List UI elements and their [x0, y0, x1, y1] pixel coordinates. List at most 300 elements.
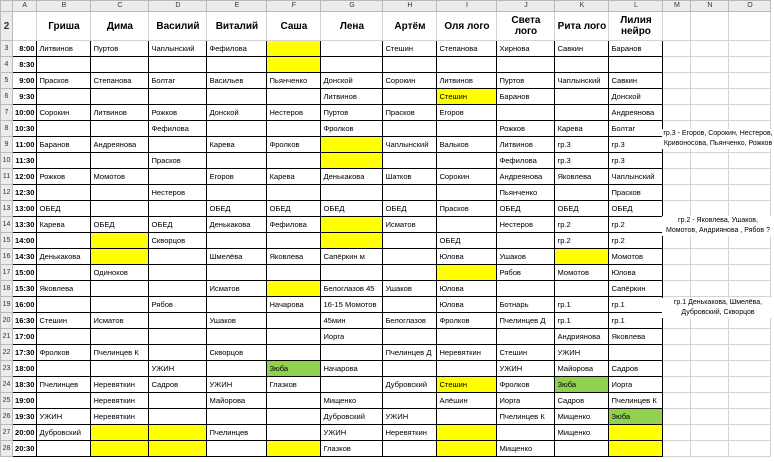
time-cell[interactable]: 18:00 — [13, 361, 37, 377]
schedule-cell[interactable]: Егоров — [437, 105, 497, 121]
schedule-cell[interactable]: Юлова — [437, 297, 497, 313]
empty-cell[interactable] — [729, 393, 771, 409]
schedule-cell[interactable]: Карева — [267, 169, 321, 185]
empty-cell[interactable] — [729, 265, 771, 281]
empty-cell[interactable] — [691, 409, 729, 425]
schedule-cell[interactable]: Шатков — [383, 169, 437, 185]
schedule-cell[interactable] — [149, 249, 207, 265]
column-header[interactable]: I — [437, 1, 497, 12]
column-header[interactable]: N — [691, 1, 729, 12]
schedule-cell[interactable]: Чаплынский — [149, 41, 207, 57]
schedule-cell[interactable]: Пуртов — [321, 105, 383, 121]
empty-cell[interactable] — [691, 377, 729, 393]
schedule-cell[interactable]: Ушаков — [383, 281, 437, 297]
schedule-cell[interactable] — [207, 409, 267, 425]
schedule-cell[interactable]: Васильев — [207, 73, 267, 89]
schedule-cell[interactable] — [555, 441, 609, 457]
schedule-cell[interactable] — [149, 201, 207, 217]
schedule-cell[interactable]: Фролков — [437, 313, 497, 329]
empty-cell[interactable] — [729, 201, 771, 217]
schedule-cell[interactable]: ОБЕД — [267, 201, 321, 217]
time-cell[interactable]: 12:30 — [13, 185, 37, 201]
time-cell[interactable]: 20:00 — [13, 425, 37, 441]
column-header[interactable]: L — [609, 1, 663, 12]
schedule-cell[interactable]: Андриянова — [555, 329, 609, 345]
schedule-cell[interactable]: гр.1 — [555, 297, 609, 313]
schedule-cell[interactable]: ОБЕД — [383, 201, 437, 217]
schedule-cell[interactable] — [267, 185, 321, 201]
row-number[interactable]: 24 — [1, 377, 13, 393]
schedule-cell[interactable]: Шмелёва — [207, 249, 267, 265]
schedule-cell[interactable]: Пьянченко — [267, 73, 321, 89]
schedule-cell[interactable] — [37, 393, 91, 409]
schedule-cell[interactable]: Донской — [609, 89, 663, 105]
empty-cell[interactable] — [691, 201, 729, 217]
schedule-cell[interactable] — [37, 121, 91, 137]
schedule-cell[interactable] — [149, 393, 207, 409]
schedule-cell[interactable]: Дубровский — [37, 425, 91, 441]
schedule-cell[interactable] — [267, 57, 321, 73]
schedule-cell[interactable]: Фролков — [497, 377, 555, 393]
row-number[interactable]: 5 — [1, 73, 13, 89]
schedule-cell[interactable]: гр.2 — [555, 217, 609, 233]
schedule-cell[interactable]: Садров — [555, 393, 609, 409]
schedule-cell[interactable] — [37, 57, 91, 73]
time-cell[interactable]: 9:30 — [13, 89, 37, 105]
schedule-cell[interactable]: Сорокин — [383, 73, 437, 89]
schedule-cell[interactable]: Сорокин — [437, 169, 497, 185]
schedule-cell[interactable]: Баранов — [609, 41, 663, 57]
schedule-cell[interactable]: Неревяткин — [91, 393, 149, 409]
schedule-cell[interactable] — [37, 89, 91, 105]
row-number[interactable]: 28 — [1, 441, 13, 457]
schedule-cell[interactable] — [555, 57, 609, 73]
schedule-cell[interactable] — [149, 281, 207, 297]
schedule-cell[interactable]: Нестеров — [497, 217, 555, 233]
schedule-cell[interactable] — [207, 329, 267, 345]
schedule-cell[interactable]: Степанова — [91, 73, 149, 89]
empty-cell[interactable] — [663, 345, 691, 361]
schedule-cell[interactable]: Рябов — [497, 265, 555, 281]
schedule-cell[interactable] — [437, 153, 497, 169]
schedule-cell[interactable] — [267, 409, 321, 425]
schedule-cell[interactable] — [267, 89, 321, 105]
schedule-cell[interactable]: Неревяткин — [91, 409, 149, 425]
empty-cell[interactable] — [691, 153, 729, 169]
time-cell[interactable]: 12:00 — [13, 169, 37, 185]
schedule-cell[interactable] — [383, 249, 437, 265]
empty-cell[interactable] — [691, 393, 729, 409]
row-number[interactable]: 7 — [1, 105, 13, 121]
schedule-cell[interactable] — [437, 329, 497, 345]
schedule-cell[interactable]: Глазков — [267, 377, 321, 393]
time-cell[interactable]: 9:00 — [13, 73, 37, 89]
schedule-cell[interactable] — [91, 297, 149, 313]
schedule-cell[interactable] — [267, 121, 321, 137]
schedule-cell[interactable]: Прасков — [609, 185, 663, 201]
schedule-cell[interactable]: УЖИН — [37, 409, 91, 425]
time-cell[interactable]: 16:30 — [13, 313, 37, 329]
schedule-cell[interactable] — [437, 57, 497, 73]
time-cell[interactable]: 17:00 — [13, 329, 37, 345]
empty-cell[interactable] — [663, 89, 691, 105]
schedule-cell[interactable]: гр.3 — [609, 153, 663, 169]
schedule-cell[interactable]: Баранов — [497, 89, 555, 105]
schedule-cell[interactable] — [267, 153, 321, 169]
empty-cell[interactable] — [663, 41, 691, 57]
schedule-cell[interactable]: Фефилова — [207, 41, 267, 57]
schedule-cell[interactable] — [207, 57, 267, 73]
schedule-cell[interactable] — [383, 441, 437, 457]
empty-cell[interactable] — [691, 265, 729, 281]
row-number[interactable]: 18 — [1, 281, 13, 297]
schedule-cell[interactable]: Егоров — [207, 169, 267, 185]
schedule-cell[interactable] — [497, 57, 555, 73]
empty-cell[interactable] — [663, 441, 691, 457]
column-header[interactable]: O — [729, 1, 771, 12]
empty-cell[interactable] — [691, 281, 729, 297]
row-number[interactable]: 20 — [1, 313, 13, 329]
schedule-cell[interactable]: Яковлева — [267, 249, 321, 265]
schedule-cell[interactable]: Яковлева — [37, 281, 91, 297]
schedule-cell[interactable]: УЖИН — [149, 361, 207, 377]
schedule-cell[interactable]: Сапёркин м — [321, 249, 383, 265]
schedule-cell[interactable]: гр.1 — [555, 313, 609, 329]
empty-cell[interactable] — [729, 153, 771, 169]
schedule-cell[interactable] — [149, 441, 207, 457]
schedule-cell[interactable]: УЖИН — [321, 425, 383, 441]
column-header[interactable]: K — [555, 1, 609, 12]
column-header[interactable]: D — [149, 1, 207, 12]
row-number[interactable]: 10 — [1, 153, 13, 169]
schedule-cell[interactable]: Нестеров — [149, 185, 207, 201]
schedule-cell[interactable]: ОБЕД — [37, 201, 91, 217]
schedule-cell[interactable]: Алёшин — [437, 393, 497, 409]
schedule-cell[interactable]: Иорга — [609, 377, 663, 393]
schedule-cell[interactable]: Андреянова — [91, 137, 149, 153]
empty-cell[interactable] — [663, 425, 691, 441]
schedule-cell[interactable]: Момотов — [609, 249, 663, 265]
schedule-cell[interactable]: Зюба — [609, 409, 663, 425]
schedule-cell[interactable]: Садров — [609, 361, 663, 377]
schedule-cell[interactable] — [609, 441, 663, 457]
schedule-cell[interactable]: Ушаков — [207, 313, 267, 329]
schedule-cell[interactable]: ОБЕД — [555, 201, 609, 217]
schedule-cell[interactable] — [497, 233, 555, 249]
schedule-cell[interactable]: Яковлева — [555, 169, 609, 185]
schedule-cell[interactable]: Чаплынский — [555, 73, 609, 89]
row-number[interactable]: 21 — [1, 329, 13, 345]
empty-cell[interactable] — [663, 409, 691, 425]
empty-cell[interactable] — [729, 345, 771, 361]
row-number[interactable]: 6 — [1, 89, 13, 105]
schedule-cell[interactable]: Дубровский — [383, 377, 437, 393]
schedule-cell[interactable] — [267, 441, 321, 457]
schedule-cell[interactable] — [609, 57, 663, 73]
schedule-cell[interactable]: Начарова — [321, 361, 383, 377]
schedule-cell[interactable]: Савкин — [555, 41, 609, 57]
empty-cell[interactable] — [729, 329, 771, 345]
empty-cell[interactable] — [663, 73, 691, 89]
schedule-cell[interactable] — [91, 249, 149, 265]
schedule-cell[interactable]: Исматов — [383, 217, 437, 233]
schedule-cell[interactable]: Савкин — [609, 73, 663, 89]
schedule-cell[interactable] — [609, 425, 663, 441]
schedule-cell[interactable] — [321, 233, 383, 249]
schedule-cell[interactable]: Денькакова — [321, 169, 383, 185]
row-number[interactable]: 22 — [1, 345, 13, 361]
schedule-cell[interactable]: Денькакова — [207, 217, 267, 233]
empty-cell[interactable] — [663, 249, 691, 265]
schedule-cell[interactable]: Фролков — [321, 121, 383, 137]
empty-cell[interactable] — [691, 185, 729, 201]
schedule-cell[interactable]: гр.3 — [555, 153, 609, 169]
empty-cell[interactable] — [729, 409, 771, 425]
schedule-cell[interactable]: гр.2 — [609, 217, 663, 233]
column-header[interactable]: C — [91, 1, 149, 12]
time-cell[interactable]: 14:30 — [13, 249, 37, 265]
schedule-cell[interactable]: Рожков — [37, 169, 91, 185]
time-cell[interactable]: 10:00 — [13, 105, 37, 121]
schedule-cell[interactable]: Пуртов — [497, 73, 555, 89]
schedule-cell[interactable]: Литвинов — [91, 105, 149, 121]
row-number[interactable]: 19 — [1, 297, 13, 313]
time-cell[interactable]: 8:30 — [13, 57, 37, 73]
schedule-cell[interactable] — [383, 329, 437, 345]
schedule-cell[interactable] — [321, 41, 383, 57]
column-header[interactable]: F — [267, 1, 321, 12]
schedule-cell[interactable]: Литвинов — [321, 89, 383, 105]
schedule-cell[interactable] — [267, 313, 321, 329]
schedule-cell[interactable] — [267, 41, 321, 57]
schedule-cell[interactable]: 16-15 Момотов — [321, 297, 383, 313]
schedule-cell[interactable] — [267, 329, 321, 345]
row-number[interactable]: 8 — [1, 121, 13, 137]
schedule-cell[interactable] — [267, 265, 321, 281]
empty-cell[interactable] — [663, 169, 691, 185]
schedule-cell[interactable]: гр.2 — [609, 233, 663, 249]
schedule-cell[interactable]: Баранов — [37, 137, 91, 153]
schedule-cell[interactable]: Глазков — [321, 441, 383, 457]
empty-cell[interactable] — [729, 425, 771, 441]
schedule-cell[interactable]: Момотов — [555, 265, 609, 281]
schedule-cell[interactable] — [321, 57, 383, 73]
empty-cell[interactable] — [691, 73, 729, 89]
schedule-cell[interactable] — [207, 89, 267, 105]
schedule-cell[interactable] — [91, 201, 149, 217]
schedule-cell[interactable]: Рожков — [149, 105, 207, 121]
schedule-cell[interactable] — [149, 329, 207, 345]
empty-cell[interactable] — [729, 73, 771, 89]
schedule-cell[interactable]: УЖИН — [555, 345, 609, 361]
schedule-cell[interactable] — [383, 297, 437, 313]
schedule-cell[interactable] — [37, 329, 91, 345]
schedule-cell[interactable]: гр.3 — [609, 137, 663, 153]
schedule-cell[interactable]: Андреянова — [609, 105, 663, 121]
row-number[interactable]: 27 — [1, 425, 13, 441]
empty-cell[interactable] — [729, 89, 771, 105]
schedule-cell[interactable] — [383, 361, 437, 377]
schedule-cell[interactable] — [91, 329, 149, 345]
schedule-cell[interactable]: Вальков — [437, 137, 497, 153]
time-cell[interactable]: 18:30 — [13, 377, 37, 393]
schedule-cell[interactable]: Сапёркин — [609, 281, 663, 297]
time-cell[interactable]: 13:30 — [13, 217, 37, 233]
schedule-cell[interactable] — [437, 185, 497, 201]
time-cell[interactable]: 11:30 — [13, 153, 37, 169]
schedule-cell[interactable] — [267, 281, 321, 297]
schedule-cell[interactable] — [555, 105, 609, 121]
schedule-cell[interactable] — [267, 345, 321, 361]
empty-cell[interactable] — [729, 185, 771, 201]
schedule-cell[interactable]: Майорова — [555, 361, 609, 377]
schedule-cell[interactable]: Яковлева — [609, 329, 663, 345]
schedule-cell[interactable] — [149, 265, 207, 281]
schedule-cell[interactable] — [383, 89, 437, 105]
schedule-cell[interactable] — [37, 297, 91, 313]
schedule-cell[interactable] — [207, 153, 267, 169]
empty-cell[interactable] — [691, 329, 729, 345]
schedule-cell[interactable]: Стешин — [497, 345, 555, 361]
schedule-cell[interactable]: Юлова — [609, 265, 663, 281]
schedule-cell[interactable] — [609, 345, 663, 361]
schedule-cell[interactable] — [383, 233, 437, 249]
schedule-cell[interactable] — [555, 185, 609, 201]
schedule-cell[interactable]: Андреянова — [497, 169, 555, 185]
schedule-cell[interactable] — [383, 153, 437, 169]
schedule-cell[interactable]: Литвинов — [437, 73, 497, 89]
empty-cell[interactable] — [729, 249, 771, 265]
empty-cell[interactable] — [691, 249, 729, 265]
row-number[interactable]: 17 — [1, 265, 13, 281]
schedule-cell[interactable] — [383, 185, 437, 201]
row-number[interactable]: 13 — [1, 201, 13, 217]
empty-cell[interactable] — [663, 185, 691, 201]
row-number[interactable]: 2 — [1, 12, 13, 41]
schedule-cell[interactable]: Прасков — [37, 73, 91, 89]
schedule-cell[interactable]: Неревяткин — [383, 425, 437, 441]
schedule-cell[interactable] — [91, 153, 149, 169]
schedule-cell[interactable] — [91, 281, 149, 297]
schedule-cell[interactable] — [91, 233, 149, 249]
schedule-cell[interactable] — [437, 425, 497, 441]
row-number[interactable]: 11 — [1, 169, 13, 185]
row-number[interactable]: 26 — [1, 409, 13, 425]
row-number[interactable]: 25 — [1, 393, 13, 409]
schedule-cell[interactable] — [37, 185, 91, 201]
schedule-cell[interactable]: Фефилова — [267, 217, 321, 233]
schedule-cell[interactable]: Литвинов — [37, 41, 91, 57]
schedule-cell[interactable]: Болтаг — [149, 73, 207, 89]
schedule-cell[interactable]: Иорга — [321, 329, 383, 345]
schedule-cell[interactable] — [437, 121, 497, 137]
column-header[interactable]: J — [497, 1, 555, 12]
empty-cell[interactable] — [663, 265, 691, 281]
schedule-cell[interactable] — [149, 409, 207, 425]
schedule-cell[interactable] — [207, 121, 267, 137]
schedule-cell[interactable] — [267, 393, 321, 409]
schedule-cell[interactable] — [321, 185, 383, 201]
schedule-cell[interactable]: Прасков — [437, 201, 497, 217]
column-header[interactable]: H — [383, 1, 437, 12]
schedule-cell[interactable]: гр.1 — [609, 297, 663, 313]
schedule-cell[interactable]: Фефилова — [149, 121, 207, 137]
schedule-cell[interactable]: Момотов — [91, 169, 149, 185]
time-cell[interactable]: 19:00 — [13, 393, 37, 409]
schedule-cell[interactable]: ОБЕД — [207, 201, 267, 217]
schedule-cell[interactable]: Карева — [555, 121, 609, 137]
schedule-cell[interactable]: Пчелинцев — [37, 377, 91, 393]
schedule-cell[interactable]: гр.1 — [609, 313, 663, 329]
empty-cell[interactable] — [663, 57, 691, 73]
time-cell[interactable]: 10:30 — [13, 121, 37, 137]
schedule-cell[interactable]: Дубровский — [321, 409, 383, 425]
schedule-cell[interactable] — [437, 441, 497, 457]
schedule-cell[interactable]: ОБЕД — [149, 217, 207, 233]
schedule-cell[interactable] — [91, 441, 149, 457]
column-header[interactable]: B — [37, 1, 91, 12]
schedule-cell[interactable]: Болтаг — [609, 121, 663, 137]
schedule-cell[interactable]: Чаплынский — [609, 169, 663, 185]
schedule-cell[interactable]: Мищенко — [321, 393, 383, 409]
schedule-cell[interactable]: 45мин — [321, 313, 383, 329]
schedule-cell[interactable] — [91, 425, 149, 441]
schedule-cell[interactable] — [383, 265, 437, 281]
schedule-cell[interactable]: Юлова — [437, 281, 497, 297]
schedule-cell[interactable]: Нестеров — [267, 105, 321, 121]
empty-cell[interactable] — [663, 153, 691, 169]
empty-cell[interactable] — [691, 361, 729, 377]
schedule-cell[interactable]: Степанова — [437, 41, 497, 57]
empty-cell[interactable] — [663, 329, 691, 345]
schedule-cell[interactable]: Начарова — [267, 297, 321, 313]
schedule-cell[interactable] — [497, 425, 555, 441]
empty-cell[interactable] — [691, 57, 729, 73]
schedule-cell[interactable]: Скворцов — [207, 345, 267, 361]
empty-cell[interactable] — [729, 105, 771, 121]
empty-cell[interactable] — [691, 441, 729, 457]
schedule-cell[interactable]: гр.3 — [555, 137, 609, 153]
schedule-cell[interactable]: Прасков — [149, 153, 207, 169]
schedule-cell[interactable]: Рябов — [149, 297, 207, 313]
schedule-cell[interactable]: Мищенко — [555, 425, 609, 441]
schedule-cell[interactable]: Скворцов — [149, 233, 207, 249]
empty-cell[interactable] — [729, 169, 771, 185]
schedule-cell[interactable]: ОБЕД — [497, 201, 555, 217]
time-cell[interactable]: 13:00 — [13, 201, 37, 217]
row-number[interactable]: 14 — [1, 217, 13, 233]
time-cell[interactable]: 15:00 — [13, 265, 37, 281]
empty-cell[interactable] — [691, 345, 729, 361]
schedule-cell[interactable] — [207, 265, 267, 281]
schedule-cell[interactable] — [321, 345, 383, 361]
schedule-cell[interactable] — [383, 121, 437, 137]
empty-cell[interactable] — [729, 281, 771, 297]
schedule-cell[interactable] — [207, 297, 267, 313]
schedule-cell[interactable]: Чаплынский — [383, 137, 437, 153]
schedule-cell[interactable]: УЖИН — [383, 409, 437, 425]
time-cell[interactable]: 11:00 — [13, 137, 37, 153]
schedule-cell[interactable]: Садров — [149, 377, 207, 393]
schedule-cell[interactable]: Зюба — [267, 361, 321, 377]
schedule-cell[interactable] — [207, 185, 267, 201]
time-cell[interactable]: 20:30 — [13, 441, 37, 457]
schedule-cell[interactable]: гр.2 — [555, 233, 609, 249]
schedule-cell[interactable]: Денькакова — [37, 249, 91, 265]
row-number[interactable]: 23 — [1, 361, 13, 377]
schedule-cell[interactable]: Иорга — [497, 393, 555, 409]
empty-cell[interactable] — [691, 89, 729, 105]
